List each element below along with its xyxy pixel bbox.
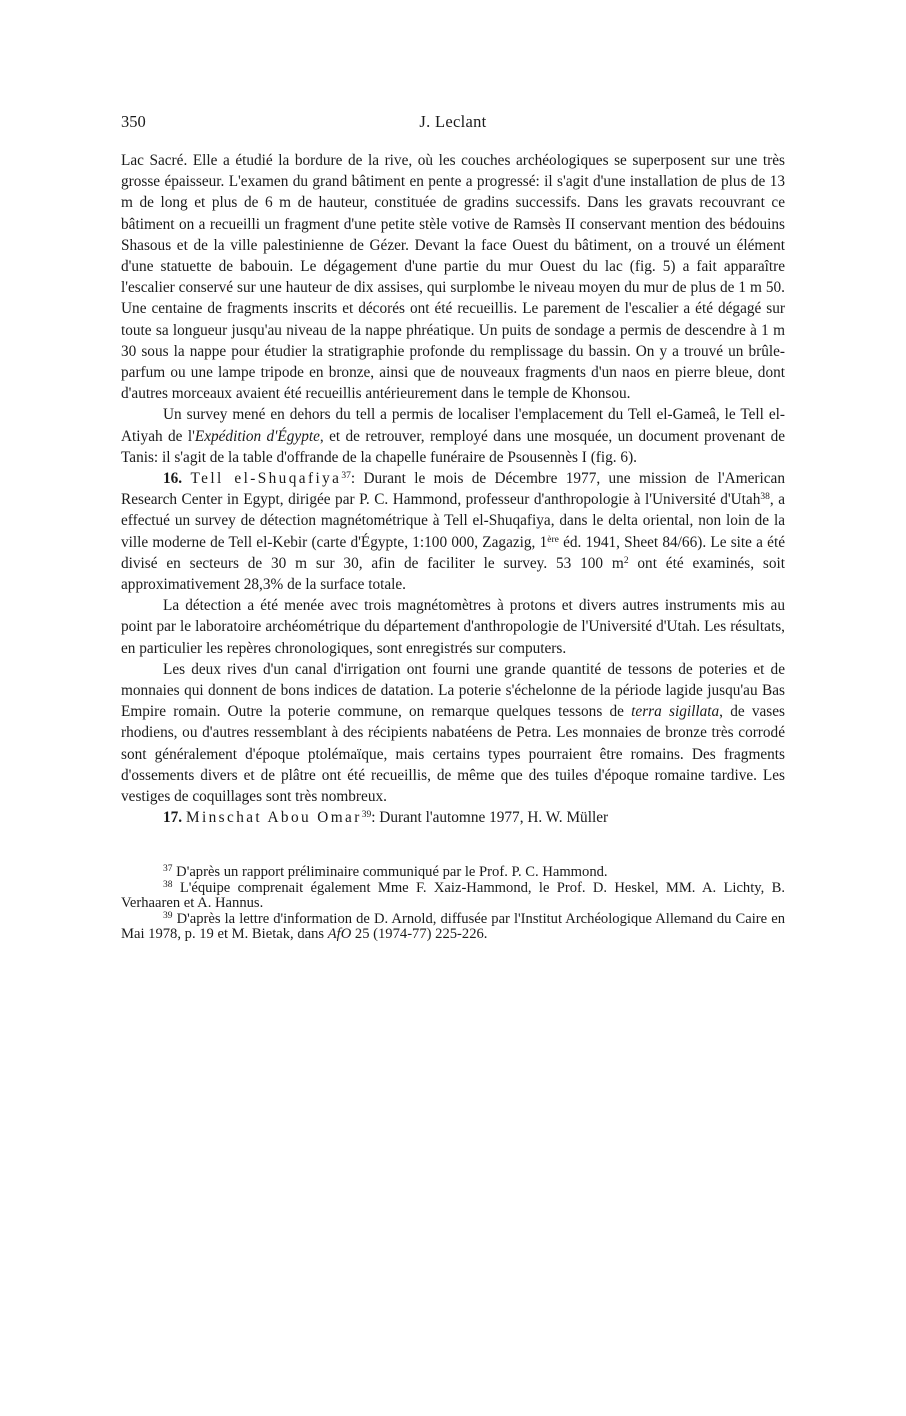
page-number: 350 bbox=[121, 112, 146, 131]
page-header bbox=[121, 112, 785, 140]
italic-term: terra sigillata bbox=[631, 703, 720, 721]
text-run: , a effectué un survey de détection magnétométrique à Tell el-Shuqafiya, dans le delta oriental, non loin de la ville moderne de Tell el-Kebir (carte d'Égypte, 1:100 000, Zagazig, 1 bbox=[121, 491, 785, 551]
footnote-38 bbox=[121, 881, 785, 910]
footnote-text: D'après un rapport préliminaire communiqué par le Prof. P. C. Hammond. bbox=[172, 863, 608, 880]
text-run: : Durant le mois de Décembre 1977, une mission de l'American Research Center in Egypt, dirigée par P. C. Hammond, professeur d'anthropologie à l'Université d'Utah bbox=[121, 470, 785, 509]
superscript-ere: ère bbox=[547, 534, 559, 545]
section-number: 17. bbox=[163, 809, 183, 827]
text-run: éd. 1941, Sheet 84/66). Le site a été divisé en secteurs de 30 m sur 30, afin de faciliter le survey. 53 100 m bbox=[121, 533, 785, 572]
footnote-number: 37 bbox=[163, 863, 173, 874]
italic-journal: AfO bbox=[327, 925, 352, 942]
paragraph-detection: La détection a été menée avec trois magnétomètres à protons et divers autres instruments mis au point par le laboratoire archéométrique du département d'anthropologie de l'Université d'Utah. Les résultats, en particulier les repères chronologiques, sont enregistrés sur computers. bbox=[121, 597, 785, 657]
text-run: Les deux rives d'un canal d'irrigation ont fourni une grande quantité de tessons de poteries et de monnaies qui donnent de bons indices de datation. La poterie s'échelonne de la période lagide jusqu'au Bas Empire romain. Outre la poterie commune, on remarque quelques tessons de bbox=[121, 660, 785, 721]
text-run: , de vases rhodiens, ou d'autres ressemblant à des récipients nabatéens de Petra. Les monnaies de bronze très corrodé sont généralement d'époque ptolémaïque, mais certains types pourraient être romains. Des fragments d'ossements divers et de plâtre ont été recueillis, de même que des tuiles d'époque romaine tardive. Les vestiges de coquillages sont très nombreux. bbox=[121, 703, 785, 806]
footnote-text: D'après la lettre d'information de D. Arnold, diffusée par l'Institut Archéologique Allemand du Caire en Mai 1978, p. 19 et M. Bietak, dans bbox=[121, 911, 785, 942]
paragraph-survey bbox=[121, 404, 785, 468]
footnote-37 bbox=[121, 865, 785, 880]
footnote-ref[interactable]: 38 bbox=[760, 492, 770, 503]
footnote-text: L'équipe comprenait également Mme F. Xaiz-Hammond, le Prof. D. Heskel, MM. A. Lichty, B. Verhaaren et A. Hannus. bbox=[121, 880, 785, 911]
site-name: Minschat Abou Omar bbox=[185, 809, 362, 827]
footnote-39 bbox=[121, 912, 785, 941]
body-text bbox=[121, 150, 785, 829]
paragraph-canal bbox=[121, 659, 785, 807]
paragraph-lac-sacre: Lac Sacré. Elle a étudié la bordure de la rive, où les couches archéologiques se superposent sur une très grosse épaisseur. L'examen du grand bâtiment en pente a progressé: il s'agit d'une installation de plus de 13 m de long et plus de 6 m de hauteur, constituée de gradins successifs. Dans les gravats recouvrant ce bâtiment on a recueilli un fragment d'une petite stèle votive de Ramsès II conservant mention des bédouins Shasous et de la ville palestinienne de Gézer. Devant la face Ouest du bâtiment, on a trouvé un élément d'une statuette de babouin. Le dégagement d'une partie du mur Ouest du lac (fig. 5) a fait apparaître l'escalier conservé sur une hauteur de dix assises, qui surplombe le niveau moyen du mur de plus de 1 m 50. Une centaine de fragments inscrits et décorés ont été recueillis. Le parement de l'escalier a été dégagé sur toute sa longueur jusqu'au niveau de la nappe phréatique. Un puits de sondage a permis de descendre à 1 m 30 sous la nappe pour étudier la stratigraphie profonde du remplissage du bassin. On y a trouvé un brûle-parfum ou une lampe tripode en bronze, ainsi que de nouveaux fragments d'un naos en pierre bleue, dont d'autres morceaux avaient été recueillis antérieurement dans le temple de Khonsou. bbox=[121, 152, 785, 403]
page bbox=[121, 112, 785, 943]
text-run: : Durant l'automne 1977, H. W. Müller bbox=[371, 809, 609, 827]
text-run: , et de retrouver, remployé dans une mosquée, un document provenant de Tanis: il s'agit de la table d'offrande de la chapelle funéraire de Psousennès I (fig. 6). bbox=[121, 427, 786, 466]
section-number: 16. bbox=[163, 470, 183, 488]
text-run: Un survey mené en dehors du tell a permis de localiser l'emplacement du Tell el-Gameâ, le Tell el-Atiyah de l' bbox=[121, 406, 785, 445]
text-run: ont été examinés, soit approximativement 28,3% de la surface totale. bbox=[121, 554, 785, 594]
superscript-squared: 2 bbox=[623, 555, 629, 566]
footnote-number: 39 bbox=[163, 911, 173, 921]
running-title: J. Leclant bbox=[419, 112, 487, 131]
footnote-text: 25 (1974-77) 225-226. bbox=[351, 925, 488, 942]
footnote-ref[interactable]: 39 bbox=[361, 810, 372, 821]
site-name: Tell el-Shuqafiya bbox=[190, 470, 342, 488]
footnote-ref[interactable]: 37 bbox=[341, 471, 351, 482]
italic-title: Expédition d'Égypte bbox=[194, 427, 320, 445]
paragraph-section-17 bbox=[121, 807, 785, 828]
footnotes bbox=[121, 865, 785, 942]
paragraph-section-16 bbox=[121, 468, 785, 595]
footnote-number: 38 bbox=[163, 880, 173, 890]
